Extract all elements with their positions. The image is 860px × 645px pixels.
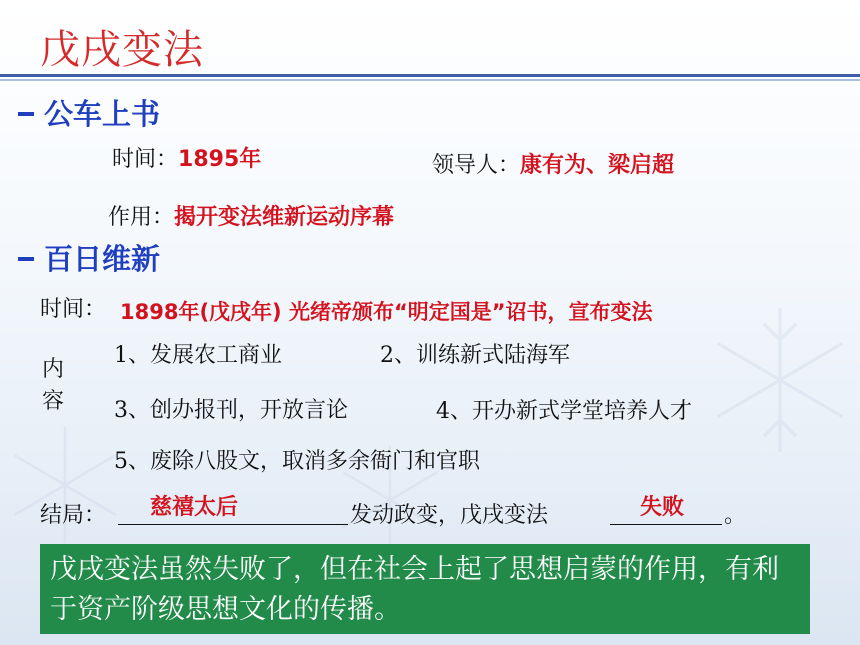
leader-row [432, 148, 674, 179]
time-label: 时间： [112, 147, 179, 172]
time-value-1898: 1898年(戊戌年) 光绪帝颁布“明定国是”诏书，宣布变法 [120, 300, 653, 324]
result-label: 结局： [40, 503, 107, 528]
section-heading-text: 百日维新 [44, 242, 161, 276]
content-item: 3、创办报刊，开放言论 [114, 398, 348, 423]
content-item: 1、发展农工商业 [114, 343, 282, 368]
leader-value: 康有为、梁启超 [520, 153, 675, 178]
time-row-1898 [40, 292, 106, 323]
title-divider-light [0, 79, 860, 81]
snowflake-decoration [700, 300, 860, 460]
content-item: 5、废除八股文，取消多余衙门和官职 [114, 449, 480, 474]
section-heading-bairi [18, 237, 160, 278]
effect-row [108, 200, 394, 231]
time-value: 1895年 [178, 147, 262, 172]
time-label: 时间： [40, 297, 107, 322]
content-item: 2、训练新式陆海军 [380, 343, 570, 368]
effect-label: 作用： [108, 205, 175, 230]
effect-value: 揭开变法维新运动序幕 [174, 205, 395, 230]
content-item: 4、开办新式学堂培养人才 [436, 399, 692, 424]
title-divider [0, 74, 860, 77]
section-heading-gongche [18, 92, 160, 133]
result-end: 。 [724, 503, 747, 528]
result-answer-2: 失败 [640, 495, 685, 520]
section-heading-text: 公车上书 [44, 97, 161, 131]
snowflake-decoration [0, 420, 130, 550]
result-answer-1: 慈禧太后 [150, 495, 239, 520]
summary-box: 戊戌变法虽然失败了，但在社会上起了思想启蒙的作用，有利于资产阶级思想文化的传播。 [40, 544, 810, 634]
result-middle: 发动政变，戊戌变法 [350, 503, 549, 528]
content-label-2: 容 [42, 389, 65, 414]
leader-label: 领导人： [432, 153, 521, 178]
content-label-1: 内 [42, 357, 65, 382]
bullet-dash [18, 257, 34, 261]
bullet-dash [18, 112, 34, 116]
slide-title: 戊戌变法 [40, 27, 204, 73]
time-row-1895 [112, 142, 261, 173]
